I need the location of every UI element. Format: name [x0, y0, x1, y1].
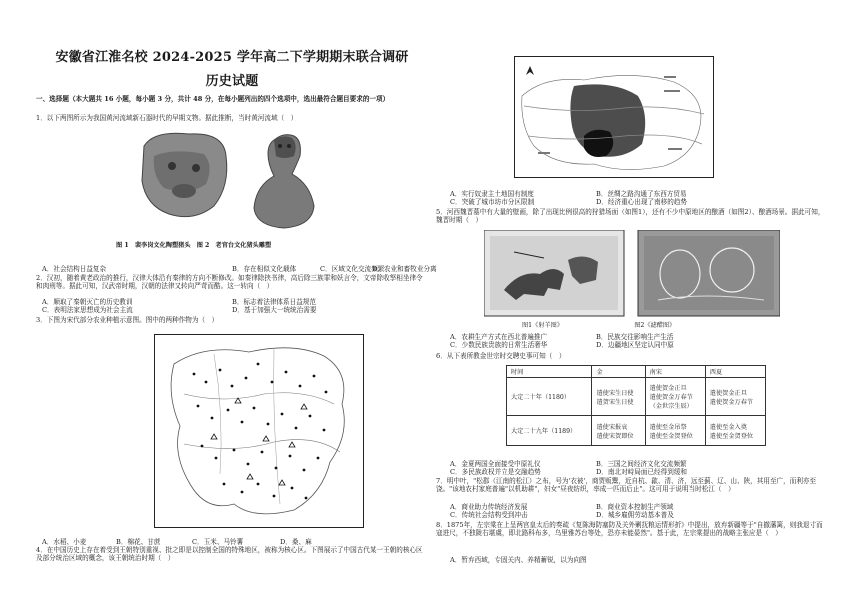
q7-option-a[interactable]: A．商业助力传统经济发展: [450, 503, 528, 511]
q4-option-c[interactable]: C．突破了城市坊市分区限制: [450, 198, 535, 206]
question-7: 7．明中叶，"松郡（江南的松江）之布，号为'衣被'，商贾贩鬻，近自杭、歙、清、济，远至蓟、辽、山、陕，其用至广，而利亦至饶。"该地农村家庭普遍"以机助耕"，妇女"昼夜纺织，率成一匹而后止"。这可用于说明当时松江（ ）: [436, 477, 817, 494]
q6-option-a[interactable]: A．金夏两国全面接受中原礼仪: [450, 460, 541, 468]
question-3: 3．下图为宋代部分农业种植示意图。图中的两种作物为（ ）: [36, 316, 219, 324]
question-2: 2．汉初，随着黄老政治的推行，汉律大体沿有秦律的方向不断修改。如秦律除挟书律，高后除三族罪和妖言令，文帝除收孥相坐律令和肉刑等。据此可知，汉武帝时期，汉朝的法律又转向严苛而酷。这一转向（ ）: [36, 274, 423, 291]
q4-option-a[interactable]: A．实行奴隶主土地国有制度: [450, 190, 534, 198]
table-row: [507, 416, 766, 446]
q1-option-d[interactable]: D．农业和畜牧业分离: [372, 265, 437, 273]
q5-option-b[interactable]: B．民族交往影响生产生活: [596, 333, 674, 341]
table-cell: 大定二十年（1180）: [507, 378, 592, 416]
q3-option-d[interactable]: D．桑、麻: [280, 538, 312, 546]
pig-head-sculpture-image: [254, 135, 314, 228]
q6-diplomacy-table: [506, 365, 766, 446]
q2-option-b[interactable]: B．标志着法律体系日益规范: [232, 298, 316, 306]
q3-option-b[interactable]: B．棉花、甘蔗: [116, 538, 161, 546]
question-5: 5．河西魏晋墓中有大量的壁画，除了出现比例很高的狩猎场面（如图1），还有不少中原地区的酿酒（如图2）、酿酒场景。据此可知，魏晋时期（ ）: [436, 208, 825, 225]
table-header-row: [507, 366, 766, 378]
table-cell: 遣使贺金正旦 遣使贺金万春节: [705, 378, 765, 416]
left-column: [36, 0, 437, 608]
q2-option-d[interactable]: D．基于加强大一统统治需要: [232, 306, 317, 314]
q5-figure-caption: 图1《射羊图》 图2《滤醋图》: [522, 322, 676, 329]
q2-option-c[interactable]: C．表明法家思想成为社会主流: [42, 306, 133, 314]
q1-artifact-figure: [134, 126, 324, 234]
q7-option-d[interactable]: D．城乡雇佣劳动基本普及: [596, 511, 674, 519]
table-header-cell: 西夏: [705, 366, 765, 378]
q4-core-region-map: [514, 56, 714, 178]
q6-option-c[interactable]: C．多民族政权并立是交融趋势: [450, 468, 541, 476]
q6-option-d[interactable]: D．南北对峙局面已经得到缓和: [596, 468, 688, 476]
table-header-cell: 南宋: [645, 366, 705, 378]
table-cell: 遣使至金吊祭 遣使至金贺登位: [645, 416, 705, 446]
section-heading: 一、选择题（本大题共 16 小题，每小题 3 分，共计 48 分，在每小题列出的四个选项中，选出最符合题目要求的一项）: [36, 95, 390, 103]
table-header-cell: 时间: [507, 366, 592, 378]
question-1: 1．以下两图所示为我国黄河流域新石器时代的早期文物。据此推断，当时黄河流域（ ）: [36, 114, 298, 122]
table-cell: 遣使贺金正旦 遣使贺金万春节 （金世宗生辰）: [645, 378, 705, 416]
q5-option-c[interactable]: C．少数民族贵族的日常生活奢华: [450, 341, 548, 349]
question-8: 8．1875年，左宗棠在上呈两宫皇太后的奏疏《复陈海防塞防及关外剿抚粮运情形折》中提出，放弃新疆等于"自撤藩篱，则我退寸而寇进尺，不独陇右堪虞，即北路科布多，乌里雅苏台等处，恐亦未能晏然"。基于此，左宗棠提出的战略主张应是（ ）: [436, 521, 823, 538]
q1-option-c[interactable]: C．区域文化交流频繁: [320, 265, 385, 273]
q3-song-crop-map: [154, 334, 364, 528]
shooting-sheep-mural-image: [484, 230, 624, 316]
q6-option-b[interactable]: B．三国之间经济文化交流频繁: [596, 460, 687, 468]
pottery-pig-head-image: [142, 133, 227, 216]
table-cell: 大定二十九年（1189）: [507, 416, 592, 446]
filtering-vinegar-mural-image: [638, 230, 780, 316]
table-cell: 遣使宋报哀 遣使宋贺即位: [592, 416, 645, 446]
table-cell: 遣使宋生日使 遣贺宋生日使: [592, 378, 645, 416]
exam-title: 安徽省江淮名校 2024-2025 学年高二下学期期末联合调研: [55, 50, 409, 65]
question-6: 6．从下表所教金世宗时交聘史事可知（ ）: [436, 352, 566, 360]
q1-option-b[interactable]: B．存在相似文化载体: [232, 265, 297, 273]
table-header-cell: 金: [592, 366, 645, 378]
q4-option-d[interactable]: D．经济重心出现了南移的趋势: [596, 198, 688, 206]
q7-option-b[interactable]: B．商业资本控制生产领域: [596, 503, 674, 511]
q7-option-c[interactable]: C．传统社会结构受到冲击: [450, 511, 528, 519]
q3-option-c[interactable]: C．玉米、马铃薯: [192, 538, 244, 546]
q2-option-a[interactable]: A．顺取了秦朝灭亡的历史教训: [42, 298, 133, 306]
q5-option-d[interactable]: D．边疆地区坚定认同中原: [596, 341, 674, 349]
table-cell: 遣使至金入奠 遣使至金贺登位: [705, 416, 765, 446]
q1-figure-caption: 图 1 裴李岗文化陶塑猪头 图 2 老官台文化猪头雕塑: [116, 242, 272, 249]
q3-option-a[interactable]: A．水稻、小麦: [42, 538, 87, 546]
q8-option-a[interactable]: A．暂弃西域，专固关内、养精蓄锐，以为向图: [450, 556, 587, 564]
right-column: [436, 0, 832, 608]
q4-option-b[interactable]: B．丝绸之路沟通了东西方贸易: [596, 190, 687, 198]
question-4: 4．在中国历史上存在着受到王朝特别重视、批之即是以控制全国的特殊地区，被称为核心区。下图展示了中国古代某一王朝的核心区及部分统治区域的概念，该王朝统治时期（ ）: [36, 546, 423, 563]
q5-option-a[interactable]: A．农耕生产方式在西北普遍推广: [450, 333, 548, 341]
exam-subtitle: 历史试题: [205, 74, 259, 89]
table-row: [507, 378, 766, 416]
q5-mural-figures: [484, 230, 780, 318]
q1-option-a[interactable]: A．社会结构日益复杂: [42, 265, 107, 273]
